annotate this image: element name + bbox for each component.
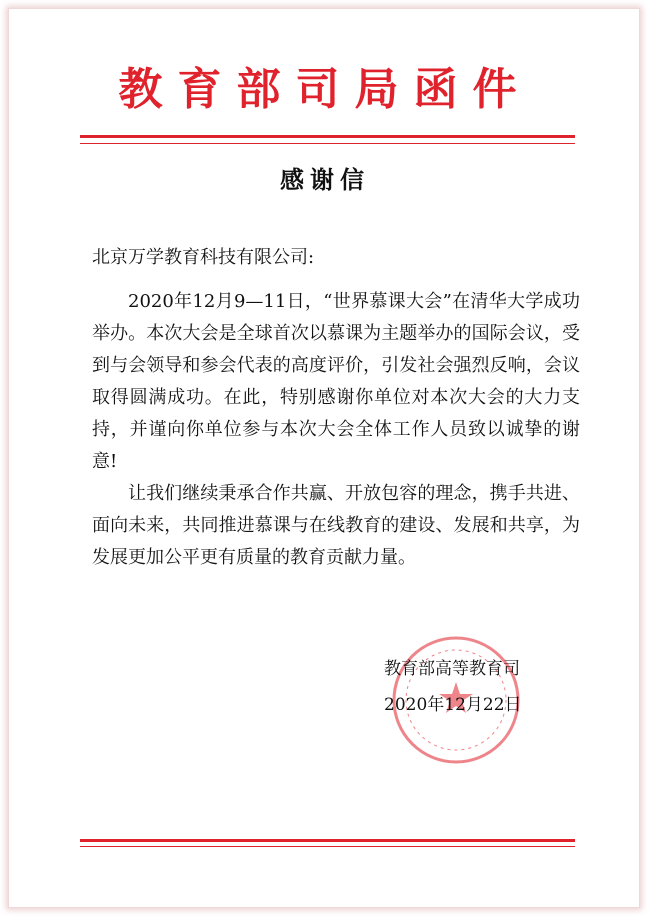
letter-body — [92, 286, 580, 574]
footer-rule-thin — [80, 846, 575, 847]
footer-rule — [80, 839, 575, 842]
header-rule-thin — [80, 143, 575, 144]
header-rule — [80, 135, 575, 138]
letterhead-title: 教育部司局函件 — [118, 64, 532, 115]
salutation: 北京万学教育科技有限公司: — [92, 247, 315, 268]
sender-name: 教育部高等教育司 — [384, 659, 520, 679]
body-paragraph-2: 让我们继续秉承合作共赢、开放包容的理念，携手共进、面向未来，共同推进慕课与在线教育的建设、发展和共享，为发展更加公平更有质量的教育贡献力量。 — [92, 483, 580, 568]
body-paragraph-1: 2020年12月9—11日，“世界慕课大会”在清华大学成功举办。本次大会是全球首次以慕课为主题举办的国际会议，受到与会领导和参会代表的高度评价，引发社会强烈反响，会议取得圆满成功。在此，特别感谢你单位对本次大会的大力支持，并谨向你单位参与本次大会全体工作人员致以诚挚的谢意! — [92, 291, 580, 472]
letter-date: 2020年12月22日 — [384, 695, 522, 715]
sender-block — [370, 651, 570, 723]
letter-title: 感谢信 — [280, 166, 370, 194]
